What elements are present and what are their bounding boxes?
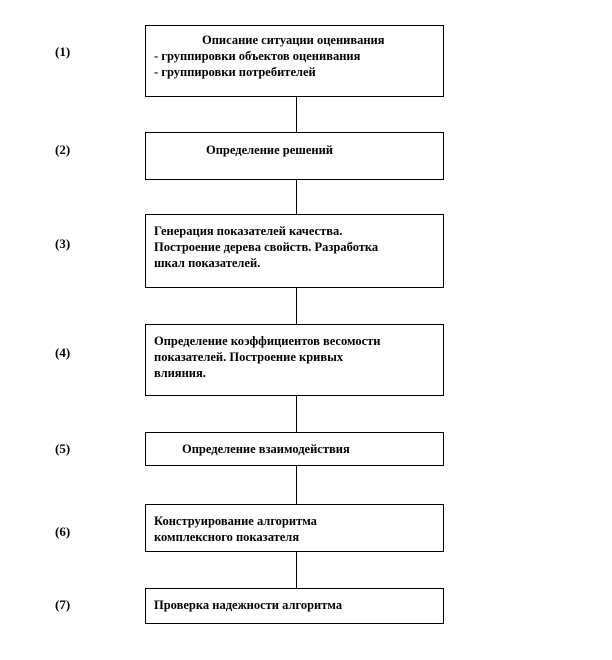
step-3-line-3: шкал показателей. <box>154 256 261 270</box>
connector-5-6 <box>296 466 297 504</box>
step-1-line-2: - группировки объектов оценивания <box>154 49 361 63</box>
connector-4-5 <box>296 396 297 432</box>
step-number-2: (2) <box>55 142 71 157</box>
step-number-5: (5) <box>55 441 71 456</box>
step-4-line-2: показателей. Построение кривых <box>154 350 344 364</box>
step-4-line-3: влияния. <box>154 366 206 380</box>
step-5-line-1: Определение взаимодействия <box>182 442 350 456</box>
step-box-1 <box>145 25 444 97</box>
step-box-6 <box>145 504 444 552</box>
step-box-4 <box>145 324 444 396</box>
step-4-line-1: Определение коэффициентов весомости <box>154 334 381 348</box>
step-3-line-1: Генерация показателей качества. <box>154 224 343 238</box>
connector-6-7 <box>296 552 297 588</box>
step-3-line-2: Построение дерева свойств. Разработка <box>154 240 379 254</box>
step-6-line-2: комплексного показателя <box>154 530 300 544</box>
step-number-1: (1) <box>55 44 71 59</box>
step-box-5 <box>145 432 444 466</box>
step-1-line-1: Описание ситуации оценивания <box>202 33 385 47</box>
step-2-line-1: Определение решений <box>206 143 333 157</box>
connector-2-3 <box>296 180 297 214</box>
connector-1-2 <box>296 97 297 132</box>
step-number-6: (6) <box>55 524 71 539</box>
step-number-7: (7) <box>55 597 71 612</box>
step-box-3 <box>145 214 444 288</box>
step-6-line-1: Конструирование алгоритма <box>154 514 317 528</box>
step-number-4: (4) <box>55 345 71 360</box>
step-number-3: (3) <box>55 236 71 251</box>
step-7-line-1: Проверка надежности алгоритма <box>154 598 343 612</box>
step-1-line-3: - группировки потребителей <box>154 65 316 79</box>
connector-3-4 <box>296 288 297 324</box>
step-box-7 <box>145 588 444 624</box>
step-box-2 <box>145 132 444 180</box>
